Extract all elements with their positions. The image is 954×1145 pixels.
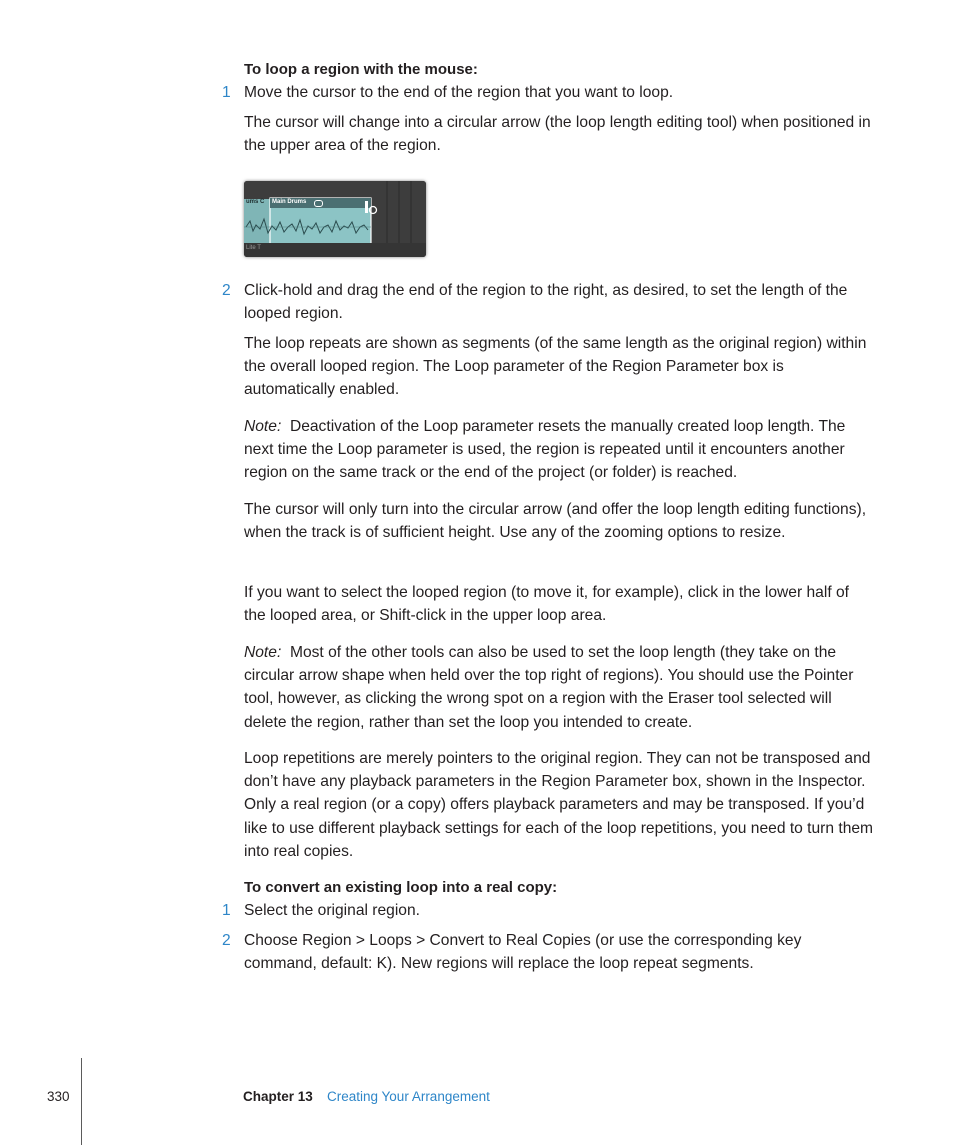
note-paragraph: [244, 415, 874, 485]
lower-track-label: Lite T: [246, 245, 261, 251]
step-number: 2: [222, 282, 231, 299]
section-heading-loop-region: To loop a region with the mouse:: [244, 61, 478, 78]
note-label: Note:: [244, 644, 282, 661]
step-number: 1: [222, 84, 231, 101]
body-paragraph: If you want to select the looped region (to move it, for example), click in the lower half of the looped area, or Shift-click in the upper loop area.: [244, 584, 849, 625]
loop-icon: [314, 200, 323, 207]
note-text: Deactivation of the Loop parameter resets the manually created loop length. The next time the Loop parameter is used, the region is repeated until it encounters another region on the same track or the end of the project (or folder) is reached.: [244, 418, 846, 482]
note-text: Most of the other tools can also be used to set the loop length (they take on the circular arrow shape when held over the top right of regions). You should use the Pointer tool, however, as clicking the wrong spot on a region with the Eraser tool selected will delete the region, rather than set the loop you intended to create.: [244, 644, 854, 731]
footer-divider: [81, 1058, 82, 1145]
note-label: Note:: [244, 418, 282, 435]
chapter-title-link[interactable]: Creating Your Arrangement: [327, 1089, 490, 1104]
body-paragraph: Loop repetitions are merely pointers to the original region. They can not be transposed and don’t have any playback parameters in the Region Parameter box, shown in the Inspector. Only a real region (or a copy) offers playback parameters and may be transposed. If you’d like to use different playback settings for each of the loop repetitions, you need to turn them into real copies.: [244, 750, 874, 860]
chapter-label: Chapter 13: [243, 1089, 313, 1104]
body-paragraph: The cursor will only turn into the circular arrow (and offer the loop length editing functions), when the track is of sufficient height. Use any of the zooming options to resize.: [244, 501, 867, 542]
track-label: ums C: [246, 199, 265, 205]
step-text: Select the original region.: [244, 902, 420, 919]
page-number: 330: [47, 1089, 70, 1104]
step-text: Click-hold and drag the end of the region to the right, as desired, to set the length of the looped region.: [244, 282, 848, 323]
step-text: Move the cursor to the end of the region that you want to loop.: [244, 84, 674, 101]
section-heading-convert-loop: To convert an existing loop into a real copy:: [244, 879, 558, 896]
region-name-label: Main Drums: [272, 199, 307, 205]
body-paragraph: The loop repeats are shown as segments (of the same length as the original region) within the overall looped region. The Loop parameter of the Region Parameter box is automatically enabled.: [244, 335, 867, 399]
region-loop-screenshot: [244, 181, 426, 257]
step-number: 2: [222, 932, 231, 949]
step-number: 1: [222, 902, 231, 919]
body-paragraph: The cursor will change into a circular arrow (the loop length editing tool) when positioned in the upper area of the region.: [244, 114, 871, 155]
note-paragraph: [244, 641, 874, 734]
step-text: Choose Region > Loops > Convert to Real Copies (or use the corresponding key command, default: K). New regions will replace the loop repeat segments.: [244, 932, 802, 973]
region-illustration: [244, 181, 426, 257]
